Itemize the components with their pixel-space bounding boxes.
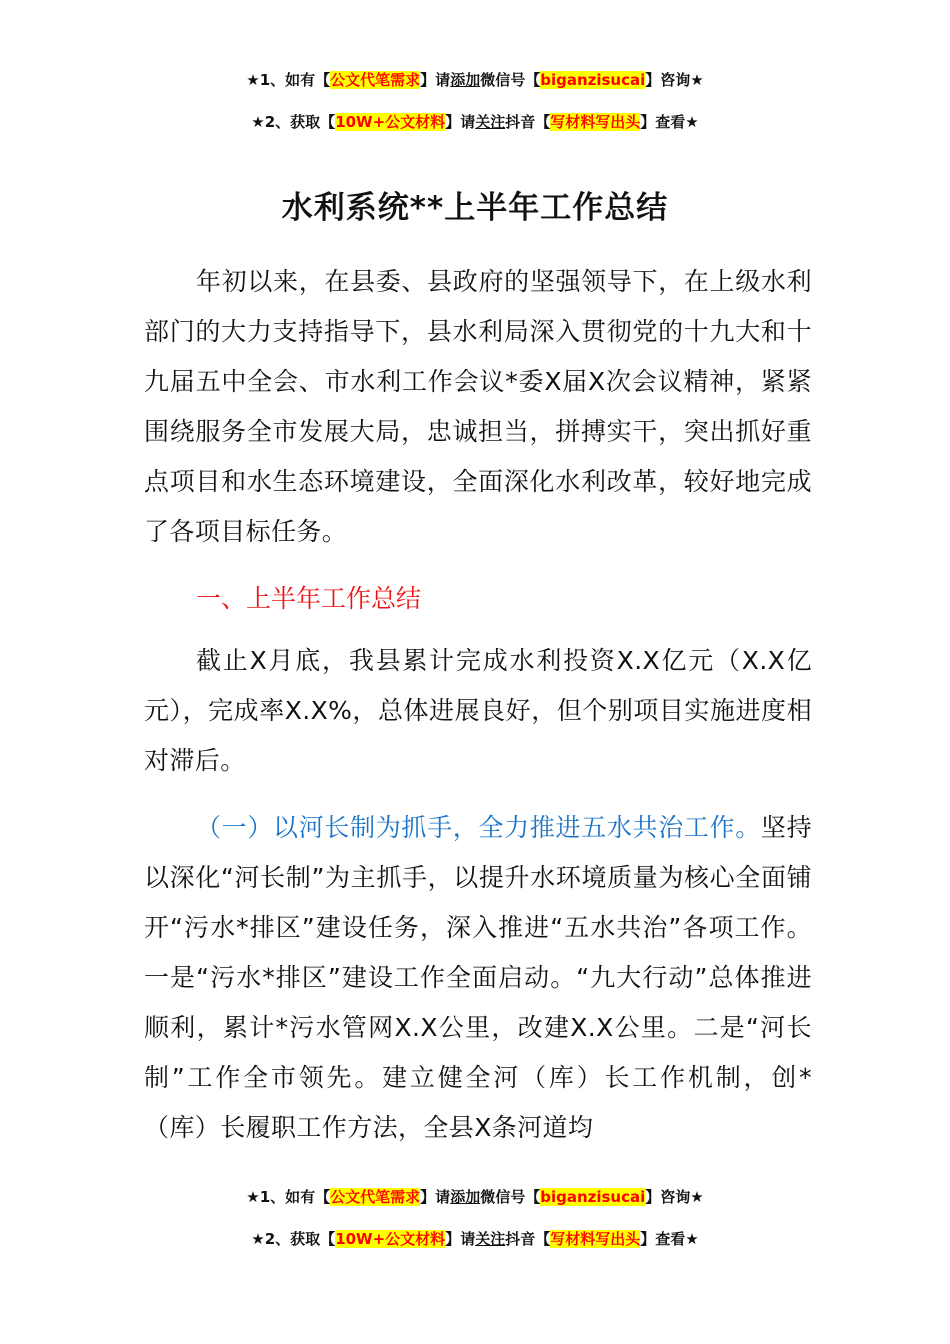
promo-line-2-top	[0, 111, 950, 133]
promo-text: 抖音【	[505, 1230, 551, 1248]
promo-highlight: 10W+公文材料	[335, 113, 446, 131]
promo-underline: 关注	[475, 1230, 506, 1248]
promo-text: ★1、如有【	[246, 71, 331, 89]
promo-text: 微信号【	[480, 1188, 541, 1206]
promo-text: 】请	[445, 1230, 476, 1248]
promo-text: ★2、获取【	[251, 113, 336, 131]
promo-douyin-id: 写材料写出头	[550, 113, 641, 131]
promo-highlight: 10W+公文材料	[335, 1230, 446, 1248]
promo-line-2-bottom	[0, 1228, 950, 1250]
promo-underline: 添加	[450, 71, 481, 89]
document-title: 水利系统**上半年工作总结	[281, 190, 669, 226]
promo-douyin-id: 写材料写出头	[550, 1230, 641, 1248]
promo-highlight: 公文代笔需求	[330, 71, 421, 89]
promo-text: ★1、如有【	[246, 1188, 331, 1206]
promo-underline: 添加	[450, 1188, 481, 1206]
promo-highlight: 公文代笔需求	[330, 1188, 421, 1206]
promo-text: 】咨询★	[645, 1188, 704, 1206]
intro-paragraph: 年初以来，在县委、县政府的坚强领导下，在上级水利部门的大力支持指导下，县水利局深入贯彻党的十九大和十九届五中全会、市水利工作会议*委X届X次会议精神，紧紧围绕服务全市发展大局，忠诚担当，拼搏实干，突出抓好重点项目和水生态环境建设，全面深化水利改革，较好地完成了各项目标任务。	[144, 267, 812, 546]
investment-paragraph: 截止X月底，我县累计完成水利投资X.X亿元（X.X亿元），完成率X.X%，总体进展良好，但个别项目实施进度相对滞后。	[144, 646, 812, 775]
subsection-body-1: 坚持以深化“河长制”为主抓手，以提升水环境质量为核心全面铺开“污水*排区”建设任务，深入推进“五水共治”各项工作。一是“污水*排区”建设工作全面启动。“九大行动”总体推进顺利，累计*污水管网X.X公里，改建X.X公里。二是“河长制”工作全市领先。建立健全河（库）长工作机制，创*（库）长履职工作方法，全县X条河道均	[144, 813, 812, 1142]
promo-text: 】查看★	[640, 113, 699, 131]
section-heading-1: 一、上半年工作总结	[196, 584, 422, 613]
promo-line-1-top	[0, 69, 950, 91]
promo-wechat-id: biganzisucai	[540, 71, 646, 89]
promo-text: 微信号【	[480, 71, 541, 89]
promo-text: 】请	[420, 71, 451, 89]
promo-wechat-id: biganzisucai	[540, 1188, 646, 1206]
promo-underline: 关注	[475, 113, 506, 131]
promo-text: 抖音【	[505, 113, 551, 131]
promo-text: 】请	[420, 1188, 451, 1206]
subsection-heading-1: （一）以河长制为抓手，全力推进五水共治工作。	[196, 813, 761, 842]
promo-text: 】咨询★	[645, 71, 704, 89]
river-chief-paragraph	[144, 803, 812, 1153]
promo-line-1-bottom	[0, 1186, 950, 1208]
promo-text: ★2、获取【	[251, 1230, 336, 1248]
promo-text: 】查看★	[640, 1230, 699, 1248]
promo-text: 】请	[445, 113, 476, 131]
